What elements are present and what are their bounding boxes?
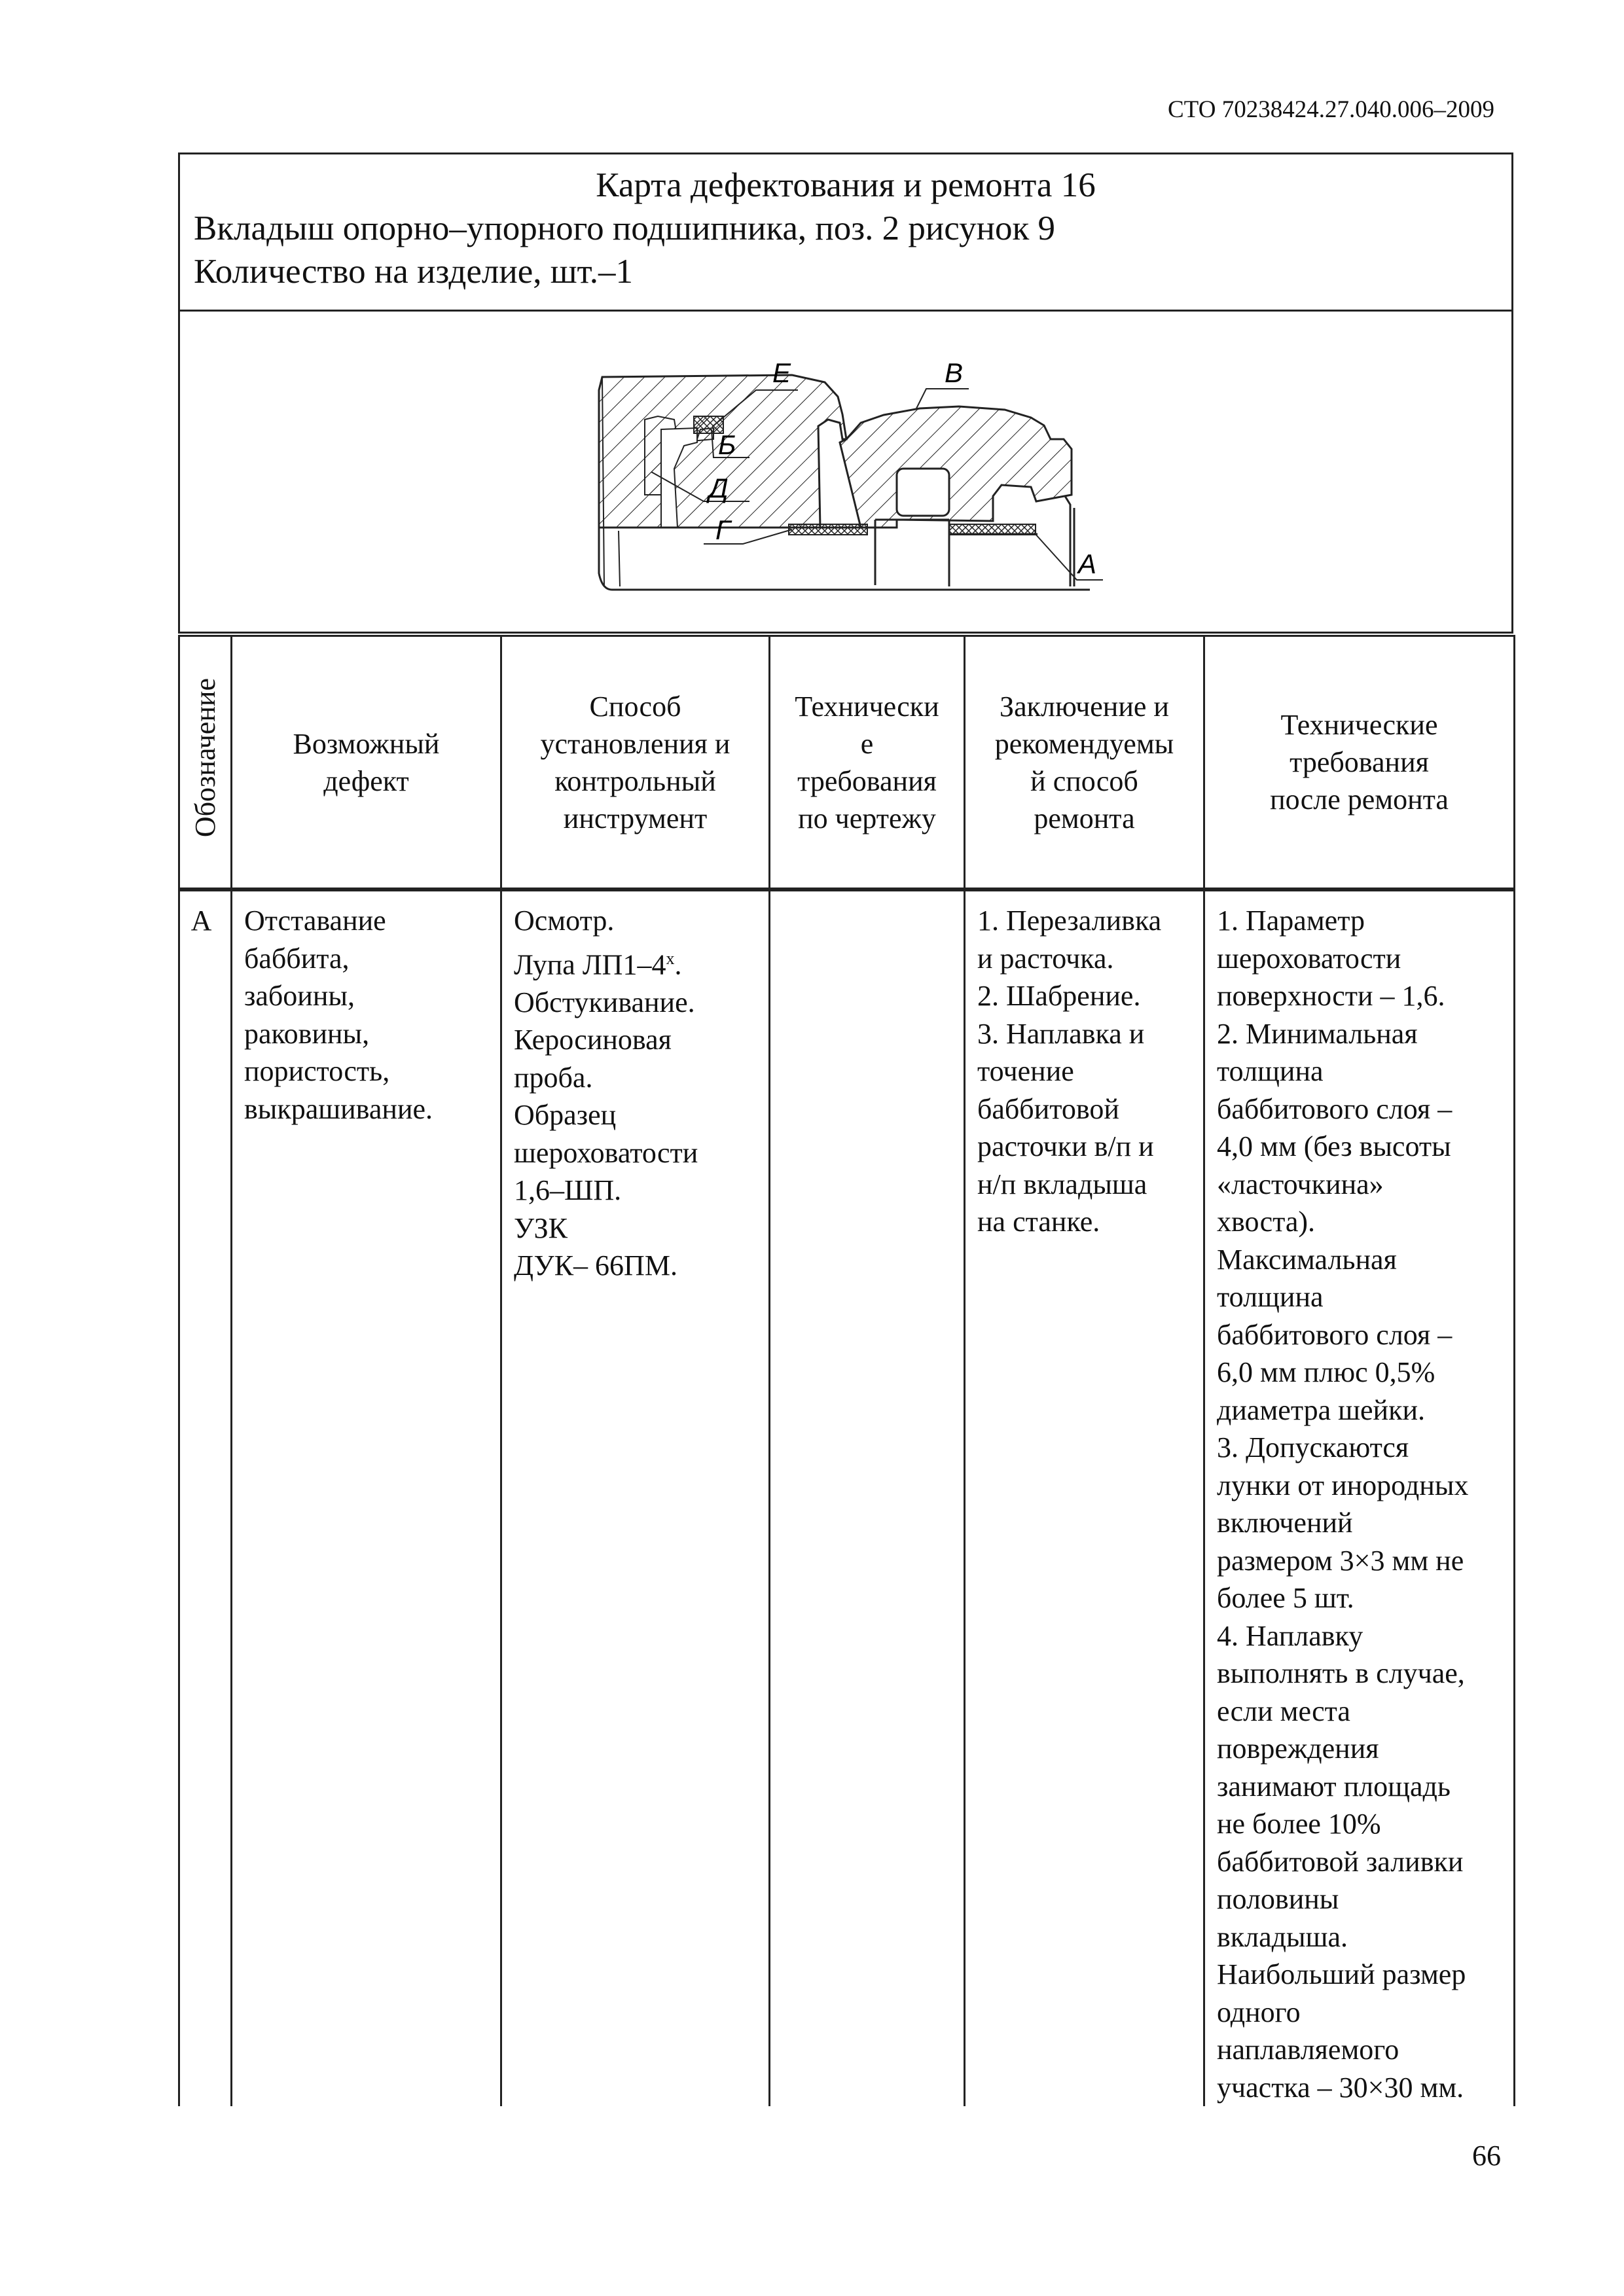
card-title: Карта дефектования и ремонта 16: [596, 166, 1096, 204]
standard-code: СТО 70238424.27.040.006–2009: [1167, 96, 1494, 123]
quantity: Количество на изделие, шт.–1: [194, 253, 633, 291]
bearing-liner-drawing: [180, 312, 1511, 632]
row-code: А: [179, 889, 232, 2106]
header-after-repair: Технические требования после ремонта: [1204, 636, 1515, 890]
defect-card: [178, 152, 1513, 634]
header-code: Обозначение: [179, 636, 232, 890]
table-row: [179, 889, 1515, 2106]
label-b: Б: [718, 429, 736, 460]
leader-v: [916, 389, 969, 408]
part-name: Вкладыш опорно–упорного подшипника, поз. 2 рисунок 9: [194, 209, 1055, 247]
label-d: Д: [709, 473, 729, 503]
header-drawing-requirements: Технически е требования по чертежу: [770, 636, 965, 890]
row-after-repair: 1. Параметр шероховатости поверхности – 1,6. 2. Минимальная толщина баббитового слоя – 4,0 мм (без высоты «ласточкина» хвоста). Максимальная толщина баббитового слоя – 6,0 мм плюс 0,5% диаметра шейки. 3. Допускаются лунки от инородных включений размером 3×3 мм не более 5 шт. 4. Наплавку выполнять в случае, если места повреждения занимают площадь не более 10% баббитовой заливки половины вкладыша. Наибольший размер одного наплавляемого участка – 30×30 мм.: [1204, 889, 1515, 2106]
row-drawing-requirements: [770, 889, 965, 2106]
journal: [875, 520, 949, 586]
header-conclusion: Заключение и рекомендуемы й способ ремонта: [965, 636, 1204, 890]
body-right-section: [840, 406, 1072, 528]
header-method: Способ установления и контрольный инструмент: [501, 636, 770, 890]
babbitt-layer-left: [789, 524, 867, 535]
label-e: Е: [772, 357, 791, 388]
label-v: В: [945, 357, 964, 388]
row-method: Осмотр. Лупа $ЛП1-4^х$. Обстукивание. Керосиновая проба. Образец шероховатости 1,6–ШП. УЗК ДУК– 66ПМ.: [501, 889, 770, 2106]
plug: [897, 469, 949, 516]
page-number: 66: [1472, 2140, 1501, 2172]
table-header-row: [179, 636, 1515, 890]
header-defect: Возможный дефект: [232, 636, 501, 890]
label-g: Г: [715, 514, 731, 545]
card-header: [180, 154, 1511, 312]
row-defect: Отставание баббита, забоины, раковины, пористость, выкрашивание.: [232, 889, 501, 2106]
defect-table: [178, 635, 1515, 2106]
row-conclusion: 1. Перезаливка и расточка. 2. Шабрение. 3. Наплавка и точение баббитовой расточки в/п и н/п вкладыша на станке.: [965, 889, 1204, 2106]
label-a: А: [1078, 548, 1097, 579]
drawing-area: [180, 312, 1511, 632]
